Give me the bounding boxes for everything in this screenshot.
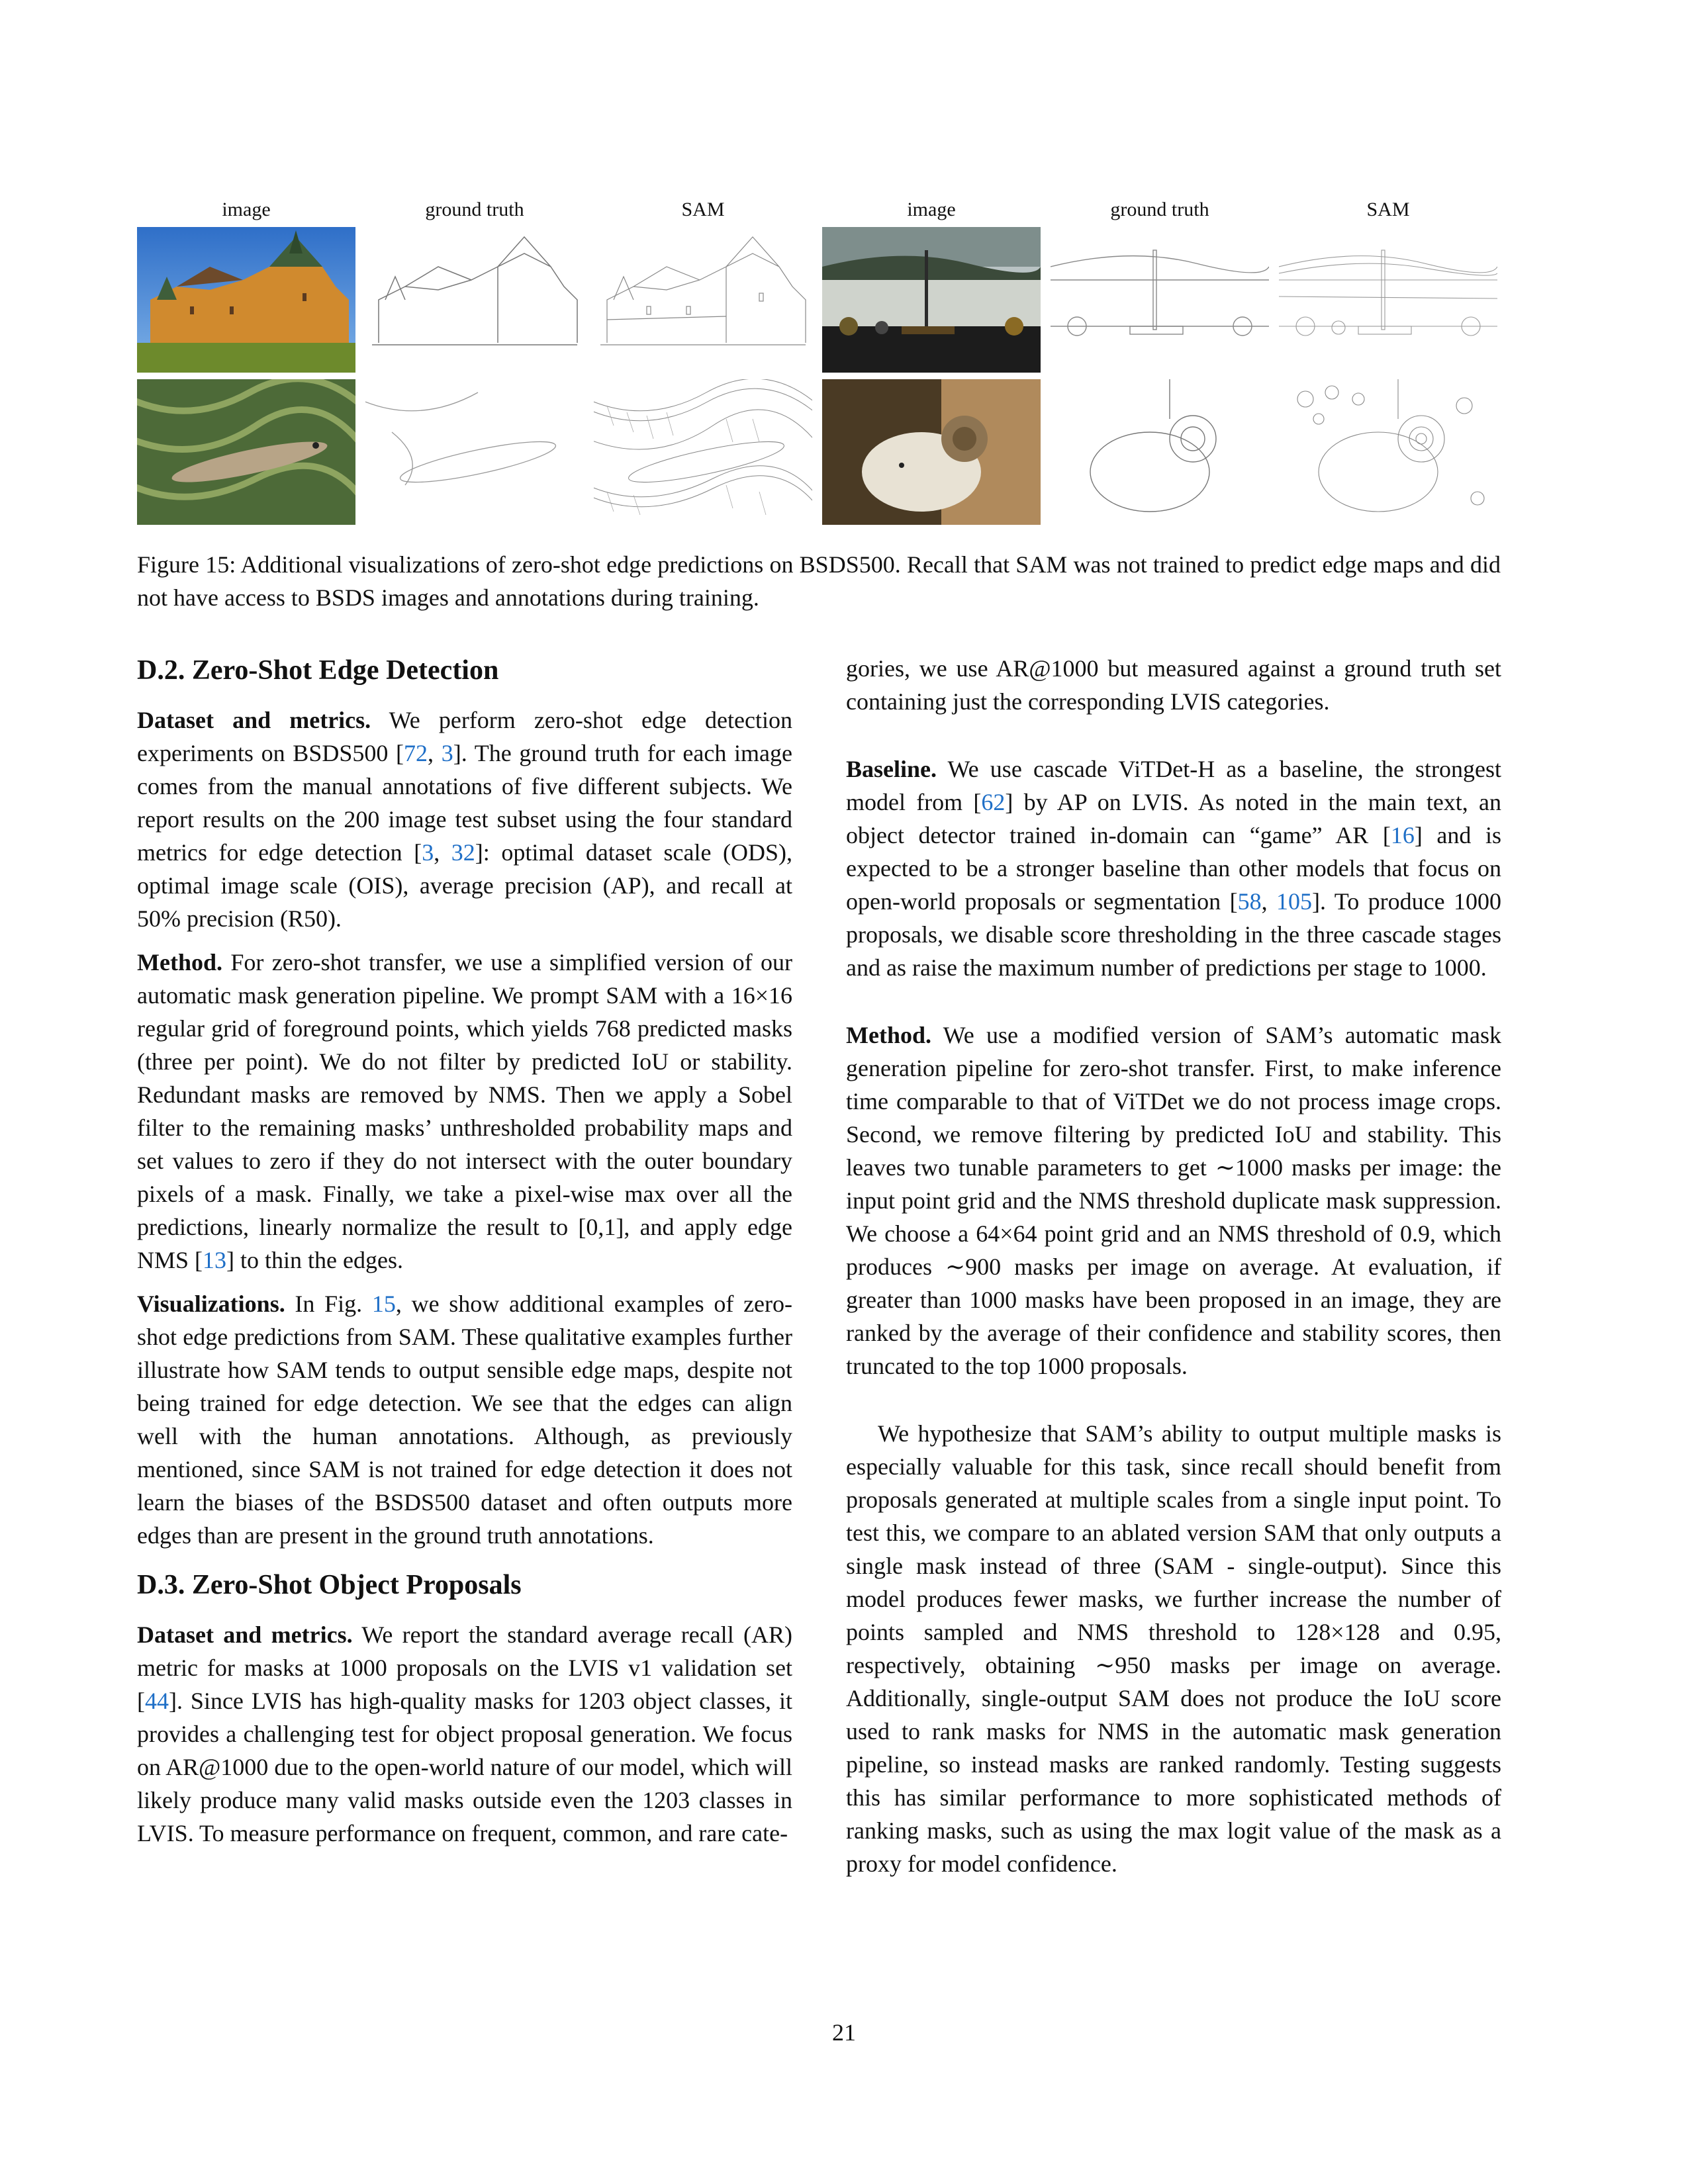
paragraph-text: , we show additional examples of zero-shot edge predictions from SAM. These qualitative examples further illustrate how SAM tends to output sensible edge maps, despite not being trained for edge detection. We see that the edges can align well with the human annotations. Although, as previously mentioned, since SAM is not trained for edge detection it does not learn the biases of the BSDS500 dataset and often outputs more edges than are present in the ground truth annotations.	[137, 1291, 792, 1549]
castle-photo	[137, 227, 355, 373]
column-header-image: image	[222, 199, 271, 220]
column-header-sam: SAM	[681, 199, 725, 220]
paragraph-gap	[846, 1393, 1501, 1417]
lake-photo	[822, 227, 1041, 373]
paragraph-method-edge	[137, 946, 792, 1277]
paragraph-gap	[846, 995, 1501, 1019]
figure-link[interactable]: 15	[371, 1291, 396, 1317]
citation-link[interactable]: 58	[1237, 888, 1262, 915]
left-column	[137, 652, 792, 1860]
column-header-sam-2: SAM	[1366, 199, 1410, 220]
paragraph-baseline	[846, 752, 1501, 984]
section-heading-d3: D.3. Zero-Shot Object Proposals	[137, 1570, 522, 1600]
ram-photo	[822, 379, 1041, 525]
citation-link[interactable]: 44	[145, 1688, 169, 1714]
section-heading-d2: D.2. Zero-Shot Edge Detection	[137, 655, 499, 686]
column-header-ground-truth-2: ground truth	[1110, 199, 1209, 220]
paragraph-lead: Dataset and metrics.	[137, 707, 371, 733]
paragraph-dataset-metrics-edge	[137, 704, 792, 935]
paragraph-method-proposals	[846, 1019, 1501, 1383]
paragraph-text: We report the standard average recall (AR) metric for masks at 1000 proposals on the LVIS v1 validation set [	[137, 1621, 793, 1714]
right-column	[846, 652, 1501, 1891]
paragraph-text: ,	[428, 740, 442, 766]
paragraph-text: ]. The ground truth for each image comes from the manual annotations of five different subjects. We report results on the 200 image test subset using the four standard metrics for edge detection [	[137, 740, 793, 866]
figure-column-headers	[137, 197, 1501, 224]
lake-ground-truth-edges	[1051, 227, 1269, 373]
fish-photo	[137, 379, 355, 525]
fish-sam-edges	[594, 379, 812, 525]
paragraph-lead: Dataset and metrics.	[137, 1621, 353, 1648]
citation-link[interactable]: 72	[404, 740, 428, 766]
paragraph-text: We use cascade ViTDet-H as a baseline, the strongest model from [	[846, 756, 1501, 815]
castle-ground-truth-edges	[365, 227, 584, 373]
paragraph-text: ]. Since LVIS has high-quality masks for 1203 object classes, it provides a challenging test for object proposal generation. We focus on AR@1000 due to the open-world nature of our model, which will likely produce many valid masks outside even the 1203 classes in LVIS. To measure performance on frequent, common, and rare cate-	[137, 1688, 792, 1846]
paragraph-hypothesis: We hypothesize that SAM’s ability to output multiple masks is especially valuable for this task, since recall should benefit from proposals generated at multiple scales from a single input point. To test this, we compare to an ablated version SAM that only outputs a single mask instead of three (SAM - single-output). Since this model produces fewer masks, we further increase the number of points sampled and NMS threshold to 128×128 and 0.95, respectively, obtaining ∼950 masks per image on average. Additionally, single-output SAM does not produce the IoU score used to rank masks for NMS in the automatic mask generation pipeline, so instead masks are ranked randomly. Testing suggests this has similar performance to more sophisticated methods of ranking masks, such as using the max logit value of the mask as a proxy for model confidence.	[846, 1420, 1501, 1877]
lake-sam-edges	[1279, 227, 1497, 373]
column-header-ground-truth: ground truth	[425, 199, 524, 220]
paragraph-lead: Visualizations.	[137, 1291, 285, 1317]
paragraph-text: ] to thin the edges.	[226, 1247, 403, 1273]
paragraph-text: We perform zero-shot edge detection experiments on BSDS500 [	[137, 707, 792, 766]
paragraph-text: ] by AP on LVIS. As noted in the main text, an object detector trained in-domain can “game” AR [	[846, 789, 1501, 848]
paragraph-visualizations	[137, 1287, 792, 1552]
fish-ground-truth-edges	[365, 379, 584, 525]
paragraph-lead: Method.	[137, 949, 222, 976]
paragraph-text: ] and is expected to be a stronger baseline than other models that focus on open-world proposals or segmentation [	[846, 822, 1501, 915]
citation-link[interactable]: 105	[1276, 888, 1312, 915]
paragraph-text: ,	[434, 839, 451, 866]
paragraph-gap	[846, 729, 1501, 752]
paragraph-text: ]: optimal dataset scale (ODS), optimal image scale (OIS), average precision (AP), and recall at 50% precision (R50).	[137, 839, 793, 932]
paragraph-text: In Fig.	[285, 1291, 372, 1317]
page-number: 21	[832, 2019, 856, 2046]
figure-caption: Figure 15: Additional visualizations of zero-shot edge predictions on BSDS500. Recall that SAM was not trained to predict edge maps and did not have access to BSDS images and annotations during training.	[137, 551, 1501, 611]
paragraph-continued: gories, we use AR@1000 but measured against a ground truth set containing just the corresponding LVIS categories.	[846, 655, 1501, 715]
paragraph-text: We use a modified version of SAM’s automatic mask generation pipeline for zero-shot transfer. First, to make inference time comparable to that of ViTDet we do not process image crops. Second, we remove filtering by predicted IoU and stability. This leaves two tunable parameters to get ∼1000 masks per image: the input point grid and the NMS threshold duplicate mask suppression. We choose a 64×64 point grid and an NMS threshold of 0.9, which produces ∼900 masks per image on average. At evaluation, if greater than 1000 masks have been proposed in an image, they are ranked by the average of their confidence and stability scores, then truncated to the top 1000 proposals.	[846, 1022, 1501, 1379]
citation-link[interactable]: 32	[451, 839, 475, 866]
citation-link[interactable]: 13	[203, 1247, 227, 1273]
ram-ground-truth-edges	[1051, 379, 1269, 525]
paragraph-text: ]. To produce 1000 proposals, we disable score thresholding in the three cascade stages and as raise the maximum number of predictions per stage to 1000.	[846, 888, 1502, 981]
paragraph-dataset-metrics-proposals	[137, 1618, 792, 1850]
citation-link[interactable]: 3	[441, 740, 453, 766]
paragraph-text: For zero-shot transfer, we use a simplified version of our automatic mask generation pipeline. We prompt SAM with a 16×16 regular grid of foreground points, which yields 768 predicted masks (three per point). We do not filter by predicted IoU or stability. Redundant masks are removed by NMS. Then we apply a Sobel filter to the remaining masks’ unthresholded probability maps and set values to zero if they do not intersect with the outer boundary pixels of a mask. Finally, we take a pixel-wise max over all the predictions, linearly normalize the result to [0,1], and apply edge NMS [	[137, 949, 792, 1273]
paragraph-lead: Baseline.	[846, 756, 937, 782]
column-header-image-2: image	[907, 199, 956, 220]
citation-link[interactable]: 62	[981, 789, 1006, 815]
paragraph-lead: Method.	[846, 1022, 931, 1048]
citation-link[interactable]: 16	[1390, 822, 1415, 848]
castle-sam-edges	[594, 227, 812, 373]
paragraph-text: ,	[1261, 888, 1276, 915]
citation-link[interactable]: 3	[422, 839, 434, 866]
ram-sam-edges	[1279, 379, 1497, 525]
